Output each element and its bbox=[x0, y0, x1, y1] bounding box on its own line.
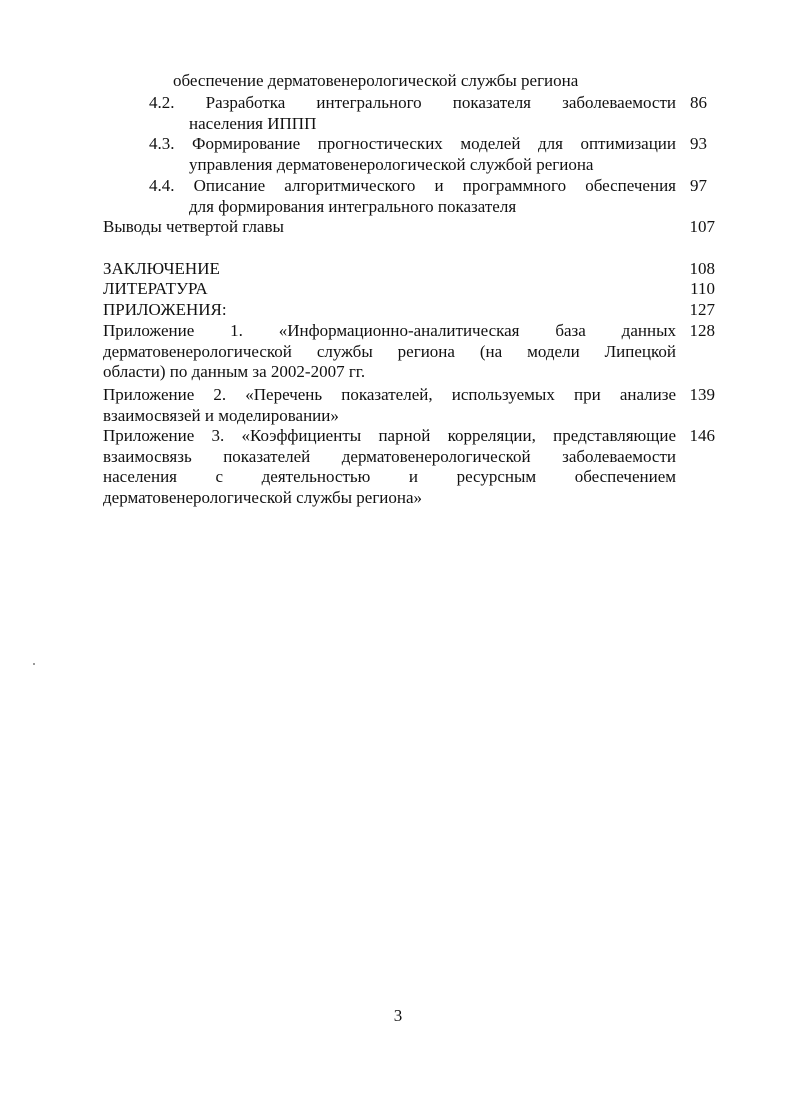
toc-entry-text-line: управления дерматовенерологической службой региона bbox=[189, 154, 594, 174]
toc-entry-text-line: 4.4. Описание алгоритмического и программного обеспечения bbox=[149, 176, 676, 195]
toc-page-number: 110 bbox=[690, 279, 715, 298]
toc-entry-text-line: Выводы четвертой главы bbox=[103, 217, 284, 236]
toc-entry-text-line: населения ИППП bbox=[189, 113, 317, 133]
toc-entry-text-line: взаимосвязей и моделировании» bbox=[103, 405, 339, 425]
toc-entry-text-line: 4.2. Разработка интегрального показателя заболеваемости bbox=[149, 93, 676, 112]
toc-entry-appendix-2 bbox=[103, 385, 715, 427]
toc-entry-chapter-4-conclusions bbox=[103, 217, 715, 238]
toc-entry-text-line: дерматовенерологической службы региона (на модели Липецкой bbox=[103, 341, 676, 361]
toc-entry-text-line: 4.3. Формирование прогностических моделей для оптимизации bbox=[149, 134, 676, 153]
toc-page-number: 108 bbox=[689, 259, 715, 278]
toc-entry-text-line: области) по данным за 2002-2007 гг. bbox=[103, 362, 366, 381]
toc-entry-4-1-continuation bbox=[173, 71, 713, 92]
toc-page-number: 127 bbox=[689, 300, 715, 319]
toc-entry-text-line: Приложение 3. «Коэффициенты парной корреляции, представляющие bbox=[103, 426, 676, 445]
toc-entry-appendix-3 bbox=[103, 426, 715, 510]
toc-entry-text-line: Приложение 1. «Информационно-аналитическая база данных bbox=[103, 321, 676, 340]
toc-entry-text-line: для формирования интегрального показателя bbox=[189, 196, 517, 216]
toc-page-number: 93 bbox=[690, 134, 707, 153]
toc-entry-4-2 bbox=[149, 93, 713, 135]
toc-entry-4-4 bbox=[149, 176, 713, 218]
toc-entry-appendix-1 bbox=[103, 321, 715, 383]
toc-page-number: 139 bbox=[689, 385, 715, 404]
toc-entry-text-line: населения с деятельностью и ресурсным обеспечением bbox=[103, 467, 676, 486]
toc-entry-4-3 bbox=[149, 134, 713, 176]
toc-entry-text-line: обеспечение дерматовенерологической службы региона bbox=[173, 71, 579, 90]
toc-entry-literature bbox=[103, 279, 715, 300]
toc-page-number: 146 bbox=[689, 426, 715, 445]
toc-entry-conclusion bbox=[103, 259, 715, 280]
toc-entry-text-line: ЛИТЕРАТУРА bbox=[103, 279, 208, 298]
toc-entry-text-line: ЗАКЛЮЧЕНИЕ bbox=[103, 259, 220, 278]
toc-page-number: 107 bbox=[689, 217, 715, 236]
toc-entry-text-line: ПРИЛОЖЕНИЯ: bbox=[103, 300, 227, 319]
toc-entry-text-line: дерматовенерологической службы региона» bbox=[103, 487, 423, 507]
toc-page-number: 128 bbox=[689, 321, 715, 340]
toc-entry-text-line: Приложение 2. «Перечень показателей, используемых при анализе bbox=[103, 385, 676, 404]
toc-page-number: 86 bbox=[690, 93, 707, 112]
page-number: 3 bbox=[393, 1006, 403, 1025]
scan-speck bbox=[33, 663, 35, 665]
toc-entry-appendices bbox=[103, 300, 715, 321]
toc-page-number: 97 bbox=[690, 176, 707, 195]
toc-entry-text-line: взаимосвязь показателей дерматовенерологической заболеваемости bbox=[103, 446, 676, 466]
